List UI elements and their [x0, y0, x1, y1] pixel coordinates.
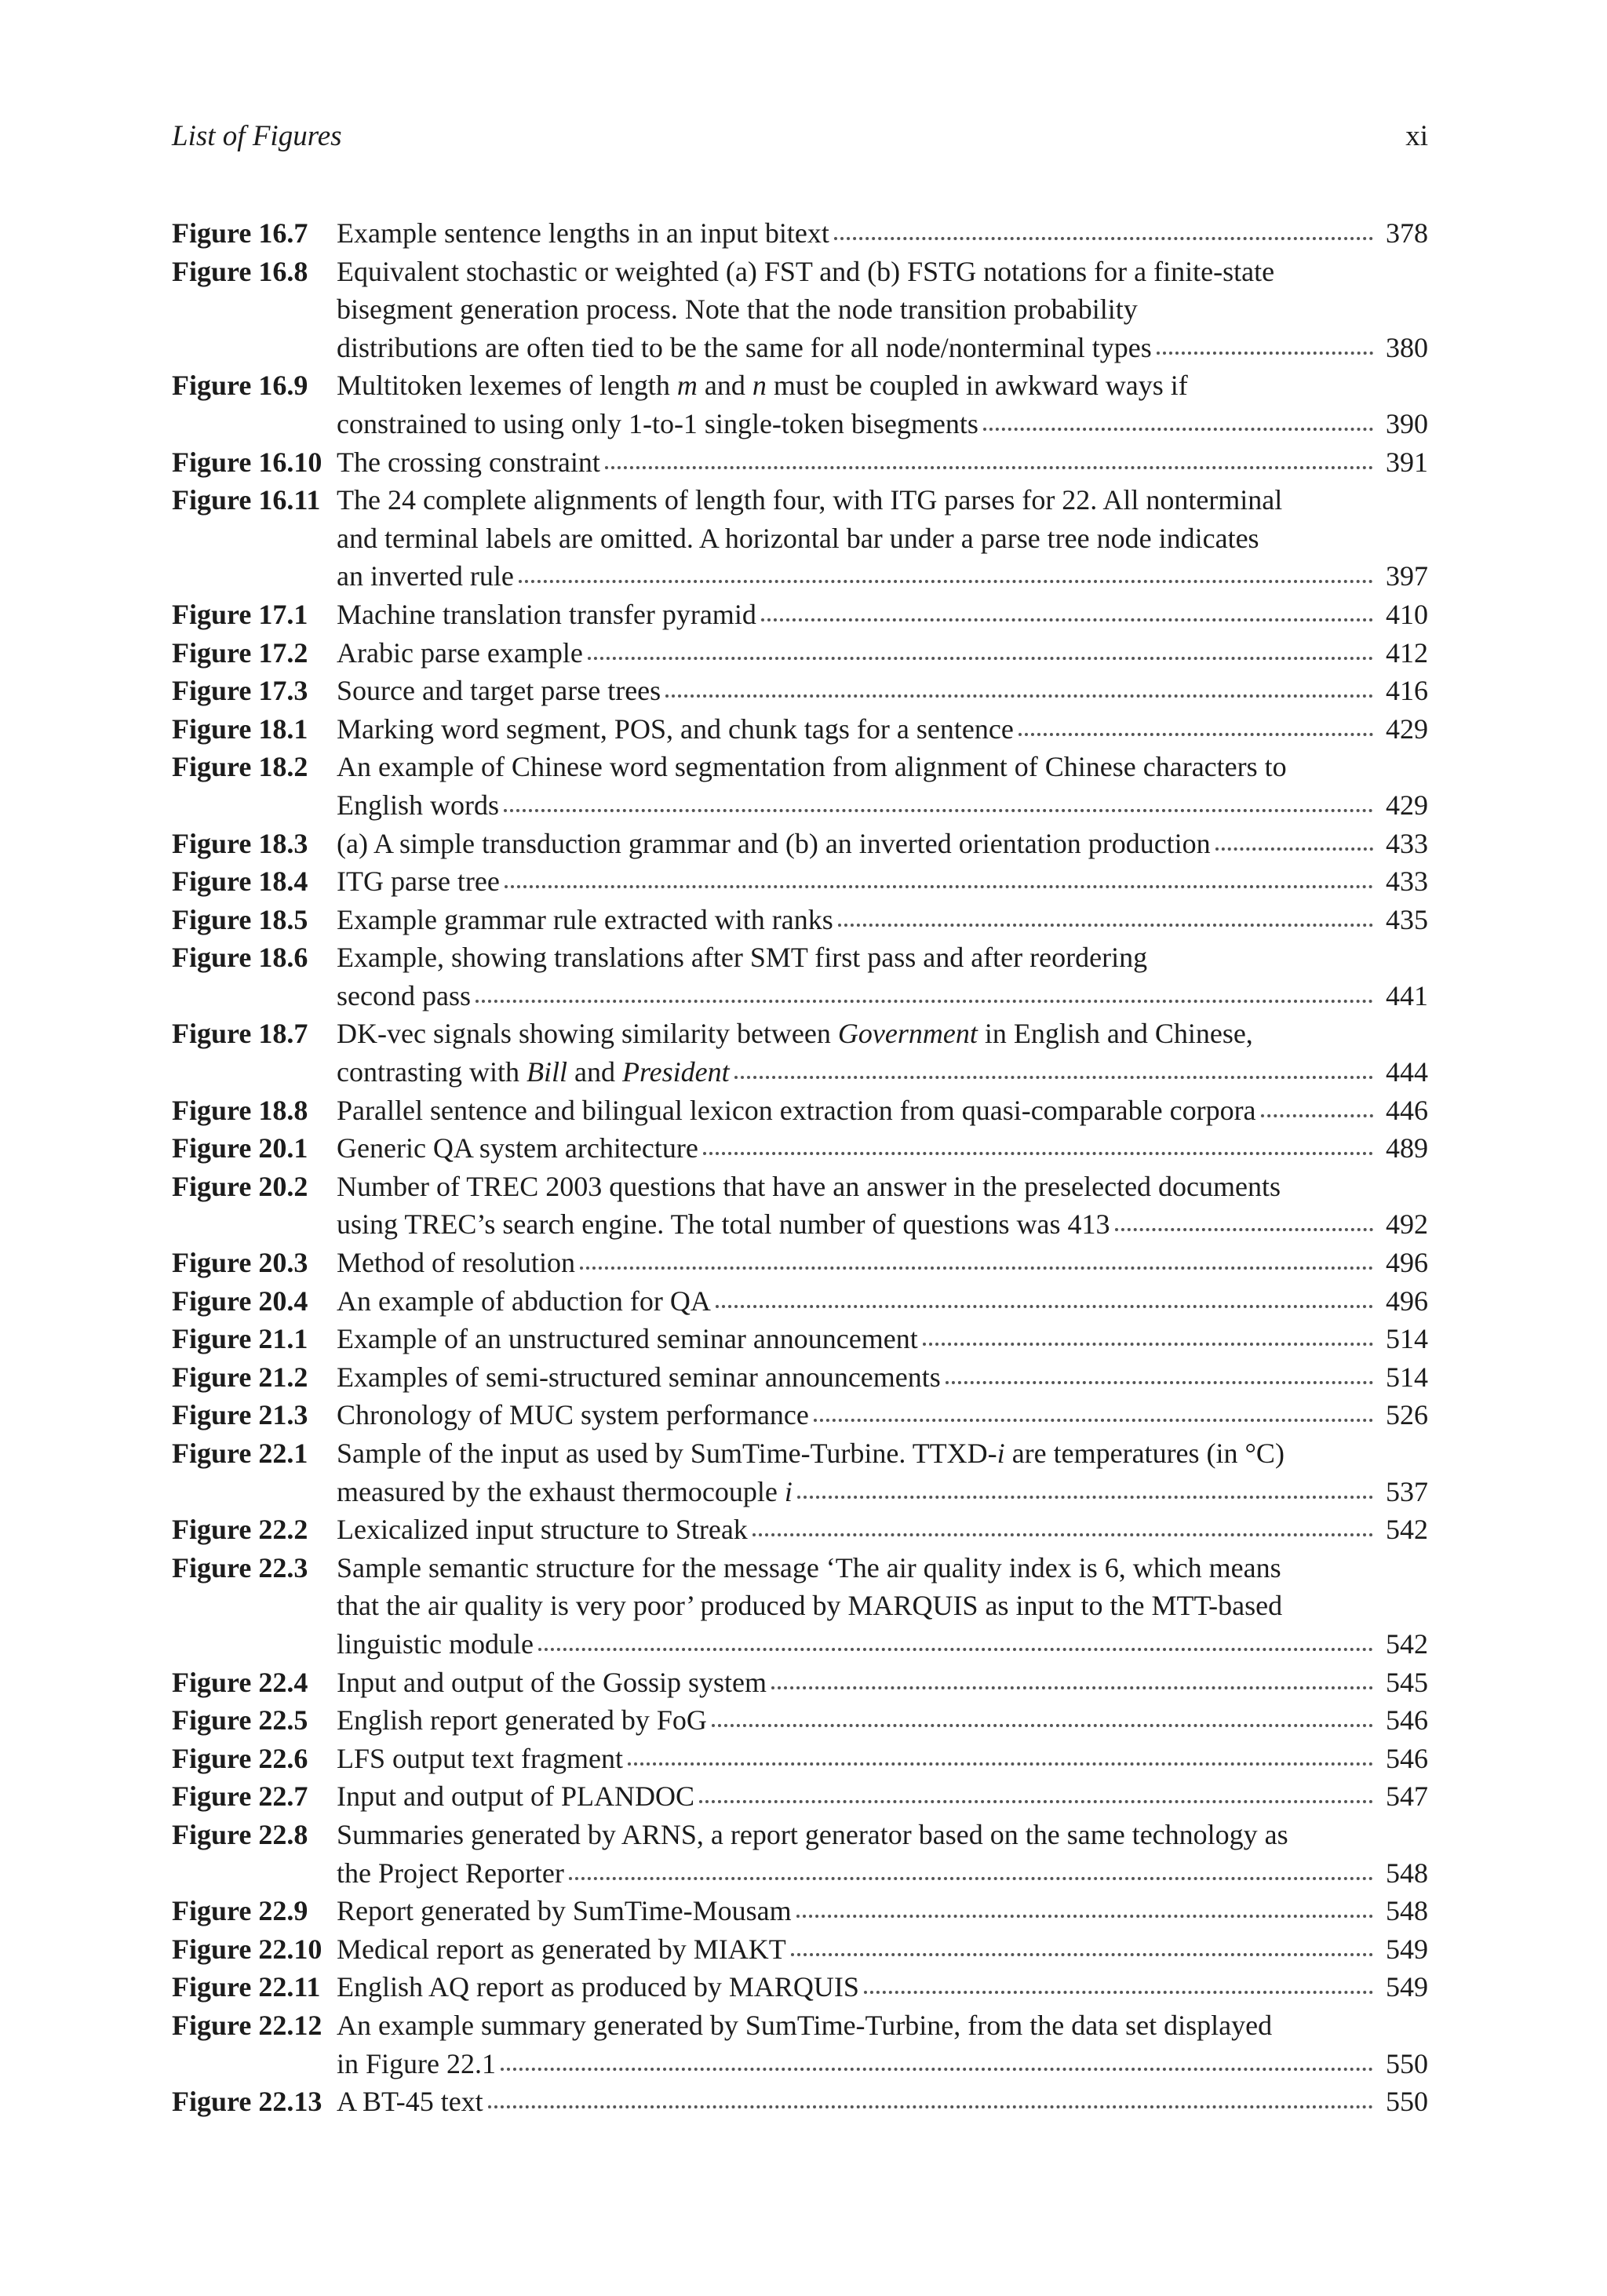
caption-line: Example of an unstructured seminar announcement — [337, 1323, 918, 1355]
dot-leader — [1261, 1114, 1373, 1117]
caption-line: Marking word segment, POS, and chunk tags for a sentence — [337, 712, 1014, 745]
dot-leader — [1018, 733, 1373, 736]
page-reference: 397 — [1386, 560, 1428, 592]
caption-line: Generic QA system architecture — [337, 1132, 698, 1164]
page-reference: 542 — [1386, 1514, 1428, 1546]
figure-caption — [337, 1892, 1428, 1930]
page-reference: 542 — [1386, 1627, 1428, 1660]
figure-caption — [337, 481, 1428, 596]
dot-leader — [797, 1496, 1373, 1499]
dot-leader — [1215, 847, 1373, 851]
caption-last-line — [337, 1664, 1428, 1702]
page-reference: 441 — [1386, 979, 1428, 1011]
page-reference: 489 — [1386, 1132, 1428, 1164]
figure-caption — [337, 1740, 1428, 1778]
figure-caption — [337, 1777, 1428, 1816]
figure-entry — [172, 443, 1428, 482]
page-reference: 446 — [1386, 1094, 1428, 1126]
figure-entry — [172, 1549, 1428, 1664]
dot-leader — [580, 1266, 1373, 1270]
figure-caption — [337, 443, 1428, 482]
page-reference: 496 — [1386, 1247, 1428, 1279]
caption-line: linguistic module — [337, 1627, 534, 1660]
figure-number: Figure 18.7 — [172, 1018, 308, 1050]
figure-caption — [337, 2006, 1428, 2083]
figure-entry — [172, 1129, 1428, 1168]
page-reference: 550 — [1386, 2086, 1428, 2118]
figure-caption — [337, 825, 1428, 863]
figure-caption — [337, 1434, 1428, 1511]
figure-caption — [337, 1320, 1428, 1358]
page-reference: 550 — [1386, 2047, 1428, 2079]
caption-last-line — [337, 672, 1428, 710]
dot-leader — [476, 1000, 1373, 1003]
page-reference: 433 — [1386, 866, 1428, 898]
dot-leader — [488, 2105, 1373, 2108]
page-reference: 412 — [1386, 636, 1428, 669]
caption-line: Medical report as generated by MIAKT — [337, 1933, 786, 1965]
page-reference: 548 — [1386, 1857, 1428, 1889]
page-reference: 545 — [1386, 1666, 1428, 1698]
figure-caption — [337, 1129, 1428, 1168]
dot-leader — [699, 1800, 1373, 1803]
figure-number: Figure 18.8 — [172, 1094, 308, 1126]
figure-number: Figure 22.8 — [172, 1818, 308, 1850]
caption-line: Examples of semi-structured seminar announcements — [337, 1361, 941, 1393]
dot-leader — [834, 237, 1373, 240]
figure-number: Figure 18.3 — [172, 827, 308, 859]
figure-number: Figure 17.1 — [172, 598, 308, 630]
figure-entry — [172, 901, 1428, 939]
dot-leader — [605, 466, 1373, 469]
figure-number: Figure 22.10 — [172, 1933, 322, 1965]
figure-number: Figure 18.4 — [172, 866, 308, 898]
caption-last-line — [337, 1930, 1428, 1969]
figure-number: Figure 16.9 — [172, 370, 308, 402]
page-reference: 548 — [1386, 1895, 1428, 1927]
figure-caption — [337, 1701, 1428, 1740]
caption-last-line — [337, 710, 1428, 749]
caption-last-line — [337, 1854, 1428, 1893]
page-reference: 380 — [1386, 331, 1428, 363]
page-reference: 391 — [1386, 446, 1428, 478]
caption-line: LFS output text fragment — [337, 1742, 623, 1774]
page-reference: 549 — [1386, 1971, 1428, 2003]
caption-line: Machine translation transfer pyramid — [337, 598, 756, 630]
dot-leader — [505, 885, 1373, 888]
dot-leader — [771, 1686, 1373, 1689]
figure-number: Figure 18.6 — [172, 942, 308, 974]
caption-line: contrasting with Bill and President — [337, 1056, 730, 1088]
running-head — [172, 119, 1428, 159]
figure-caption — [337, 862, 1428, 901]
dot-leader — [569, 1877, 1373, 1880]
figure-number: Figure 16.11 — [172, 484, 321, 516]
caption-last-line — [337, 825, 1428, 863]
dot-leader — [712, 1724, 1373, 1727]
caption-last-line — [337, 1473, 1428, 1511]
figure-caption — [337, 1244, 1428, 1282]
list-of-figures — [172, 214, 1428, 2121]
caption-line: Method of resolution — [337, 1247, 575, 1279]
caption-line: An example summary generated by SumTime-Turbine, from the data set displayed — [337, 2009, 1273, 2041]
figure-entry — [172, 1968, 1428, 2006]
page-reference: 549 — [1386, 1933, 1428, 1965]
caption-line: Example grammar rule extracted with ranks — [337, 903, 833, 935]
figure-entry — [172, 1244, 1428, 1282]
figure-number: Figure 22.5 — [172, 1704, 308, 1737]
dot-leader — [504, 809, 1373, 812]
dot-leader — [796, 1915, 1373, 1918]
figure-entry — [172, 862, 1428, 901]
figure-number: Figure 21.1 — [172, 1323, 308, 1355]
caption-line: Number of TREC 2003 questions that have an answer in the preselected documents — [337, 1170, 1281, 1202]
caption-line: Source and target parse trees — [337, 675, 661, 707]
dot-leader — [923, 1343, 1373, 1346]
caption-line: in Figure 22.1 — [337, 2047, 496, 2079]
figure-entry — [172, 1740, 1428, 1778]
caption-line: second pass — [337, 979, 471, 1011]
dot-leader — [791, 1953, 1373, 1956]
caption-line: Parallel sentence and bilingual lexicon extraction from quasi-comparable corpora — [337, 1094, 1256, 1126]
caption-line: the Project Reporter — [337, 1857, 564, 1889]
caption-last-line — [337, 862, 1428, 901]
figure-caption — [337, 596, 1428, 634]
figure-entry — [172, 710, 1428, 749]
figure-number: Figure 18.2 — [172, 751, 308, 783]
caption-last-line — [337, 1282, 1428, 1321]
figure-number: Figure 22.4 — [172, 1666, 308, 1698]
caption-last-line — [337, 2083, 1428, 2121]
caption-last-line — [337, 1396, 1428, 1434]
caption-line: Equivalent stochastic or weighted (a) FST and (b) FSTG notations for a finite-state — [337, 255, 1275, 287]
figure-number: Figure 20.1 — [172, 1132, 308, 1164]
caption-last-line — [337, 1625, 1428, 1664]
caption-line: Chronology of MUC system performance — [337, 1399, 809, 1431]
figure-caption — [337, 214, 1428, 253]
dot-leader — [864, 1991, 1373, 1994]
figure-caption — [337, 710, 1428, 749]
figure-entry — [172, 2006, 1428, 2083]
figure-caption — [337, 1511, 1428, 1549]
figure-number: Figure 17.2 — [172, 636, 308, 669]
caption-last-line — [337, 405, 1428, 443]
figure-caption — [337, 901, 1428, 939]
figure-number: Figure 20.3 — [172, 1247, 308, 1279]
page-reference: 514 — [1386, 1323, 1428, 1355]
page-reference: 390 — [1386, 407, 1428, 439]
figure-entry — [172, 481, 1428, 596]
caption-last-line — [337, 977, 1428, 1015]
dot-leader — [628, 1762, 1373, 1766]
caption-line: Multitoken lexemes of length m and n must be coupled in awkward ways if — [337, 370, 1188, 402]
page-reference: 435 — [1386, 903, 1428, 935]
caption-last-line — [337, 1511, 1428, 1549]
figure-entry — [172, 1892, 1428, 1930]
dot-leader — [703, 1152, 1373, 1155]
figure-entry — [172, 1168, 1428, 1244]
figure-number: Figure 16.10 — [172, 446, 322, 478]
caption-last-line — [337, 1892, 1428, 1930]
caption-line: English report generated by FoG — [337, 1704, 707, 1737]
dot-leader — [734, 1076, 1373, 1079]
caption-line: that the air quality is very poor’ produced by MARQUIS as input to the MTT-based — [337, 1590, 1283, 1622]
figure-caption — [337, 2083, 1428, 2121]
figure-entry — [172, 1282, 1428, 1321]
caption-last-line — [337, 634, 1428, 672]
figure-caption — [337, 1282, 1428, 1321]
figure-caption — [337, 1549, 1428, 1664]
page-reference: 429 — [1386, 712, 1428, 745]
figure-caption — [337, 1816, 1428, 1892]
page-reference: 429 — [1386, 789, 1428, 821]
caption-last-line — [337, 1244, 1428, 1282]
figure-entry — [172, 825, 1428, 863]
caption-last-line — [337, 2045, 1428, 2083]
figure-entry — [172, 1434, 1428, 1511]
caption-line: A BT-45 text — [337, 2086, 483, 2118]
figure-entry — [172, 1511, 1428, 1549]
figure-entry — [172, 1092, 1428, 1130]
caption-line: and terminal labels are omitted. A horizontal bar under a parse tree node indicates — [337, 522, 1259, 554]
dot-leader — [814, 1419, 1373, 1422]
dot-leader — [1115, 1228, 1373, 1231]
page-reference: 514 — [1386, 1361, 1428, 1393]
dot-leader — [983, 428, 1373, 431]
figure-caption — [337, 1664, 1428, 1702]
dot-leader — [519, 580, 1373, 583]
caption-last-line — [337, 1053, 1428, 1092]
caption-line: ITG parse tree — [337, 866, 500, 898]
figure-entry — [172, 938, 1428, 1015]
figure-number: Figure 16.8 — [172, 255, 308, 287]
caption-last-line — [337, 1129, 1428, 1168]
dot-leader — [752, 1533, 1373, 1536]
caption-line: bisegment generation process. Note that the node transition probability — [337, 293, 1138, 326]
figure-entry — [172, 253, 1428, 367]
figure-number: Figure 22.13 — [172, 2086, 322, 2118]
caption-line: The 24 complete alignments of length four, with ITG parses for 22. All nonterminal — [337, 484, 1283, 516]
figure-number: Figure 20.2 — [172, 1170, 308, 1202]
caption-line: Example sentence lengths in an input bitext — [337, 217, 829, 249]
caption-last-line — [337, 557, 1428, 596]
caption-line: Input and output of PLANDOC — [337, 1780, 694, 1813]
caption-last-line — [337, 901, 1428, 939]
figure-number: Figure 22.1 — [172, 1438, 308, 1469]
caption-last-line — [337, 329, 1428, 367]
dot-leader — [588, 657, 1373, 660]
caption-last-line — [337, 1205, 1428, 1244]
caption-last-line — [337, 1320, 1428, 1358]
caption-line: Example, showing translations after SMT first pass and after reordering — [337, 942, 1148, 974]
page-reference: 546 — [1386, 1704, 1428, 1737]
figure-number: Figure 22.3 — [172, 1551, 308, 1584]
figure-entry — [172, 1015, 1428, 1091]
dot-leader — [716, 1305, 1373, 1308]
dot-leader — [538, 1648, 1373, 1651]
page-reference: 547 — [1386, 1780, 1428, 1813]
figure-number: Figure 16.7 — [172, 217, 308, 249]
page-reference: 433 — [1386, 827, 1428, 859]
figure-caption — [337, 1015, 1428, 1091]
caption-line: Input and output of the Gossip system — [337, 1666, 767, 1698]
caption-last-line — [337, 443, 1428, 482]
figure-caption — [337, 366, 1428, 443]
caption-line: Report generated by SumTime-Mousam — [337, 1895, 792, 1927]
figure-number: Figure 22.12 — [172, 2009, 322, 2041]
caption-last-line — [337, 1092, 1428, 1130]
figure-caption — [337, 1168, 1428, 1244]
caption-line: An example of Chinese word segmentation from alignment of Chinese characters to — [337, 751, 1287, 783]
caption-line: constrained to using only 1-to-1 single-token bisegments — [337, 407, 978, 439]
page-reference: 444 — [1386, 1056, 1428, 1088]
page-reference: 378 — [1386, 217, 1428, 249]
page-reference: 492 — [1386, 1208, 1428, 1241]
figure-caption — [337, 634, 1428, 672]
figure-caption — [337, 1968, 1428, 2006]
caption-line: English AQ report as produced by MARQUIS — [337, 1971, 859, 2003]
caption-line: The crossing constraint — [337, 446, 600, 478]
figure-entry — [172, 1320, 1428, 1358]
figure-entry — [172, 2083, 1428, 2121]
figure-number: Figure 21.2 — [172, 1361, 308, 1393]
caption-line: Sample of the input as used by SumTime-Turbine. TTXD-i are temperatures (in °C) — [337, 1438, 1285, 1469]
figure-entry — [172, 366, 1428, 443]
figure-caption — [337, 1930, 1428, 1969]
figure-entry — [172, 634, 1428, 672]
figure-caption — [337, 1092, 1428, 1130]
figure-entry — [172, 748, 1428, 824]
caption-line: Sample semantic structure for the message ‘The air quality index is 6, which means — [337, 1551, 1281, 1584]
figure-number: Figure 18.5 — [172, 903, 308, 935]
figure-entry — [172, 672, 1428, 710]
caption-last-line — [337, 1358, 1428, 1397]
page-reference: 537 — [1386, 1475, 1428, 1507]
figure-entry — [172, 596, 1428, 634]
page-number: xi — [1405, 120, 1428, 152]
figure-entry — [172, 1664, 1428, 1702]
figure-entry — [172, 214, 1428, 253]
figure-number: Figure 22.9 — [172, 1895, 308, 1927]
figure-entry — [172, 1358, 1428, 1397]
figure-entry — [172, 1701, 1428, 1740]
running-title: List of Figures — [172, 120, 342, 152]
caption-line: Arabic parse example — [337, 636, 583, 669]
figure-number: Figure 22.11 — [172, 1971, 321, 2003]
caption-line: Lexicalized input structure to Streak — [337, 1514, 748, 1546]
dot-leader — [1157, 352, 1373, 355]
figure-caption — [337, 1358, 1428, 1397]
caption-last-line — [337, 1777, 1428, 1816]
caption-line: measured by the exhaust thermocouple i — [337, 1475, 793, 1507]
caption-last-line — [337, 596, 1428, 634]
figure-caption — [337, 253, 1428, 367]
caption-last-line — [337, 1740, 1428, 1778]
caption-line: An example of abduction for QA — [337, 1285, 711, 1317]
figure-number: Figure 20.4 — [172, 1285, 308, 1317]
figure-entry — [172, 1930, 1428, 1969]
page-reference: 416 — [1386, 675, 1428, 707]
figure-caption — [337, 748, 1428, 824]
figure-number: Figure 22.6 — [172, 1742, 308, 1774]
dot-leader — [838, 924, 1373, 927]
page-reference: 410 — [1386, 598, 1428, 630]
page-reference: 546 — [1386, 1742, 1428, 1774]
caption-line: Summaries generated by ARNS, a report generator based on the same technology as — [337, 1818, 1288, 1850]
figure-number: Figure 18.1 — [172, 712, 308, 745]
figure-caption — [337, 672, 1428, 710]
page-reference: 526 — [1386, 1399, 1428, 1431]
figure-entry — [172, 1816, 1428, 1892]
dot-leader — [761, 618, 1373, 621]
caption-line: (a) A simple transduction grammar and (b) an inverted orientation production — [337, 827, 1211, 859]
caption-last-line — [337, 1701, 1428, 1740]
caption-last-line — [337, 786, 1428, 825]
dot-leader — [665, 694, 1373, 698]
caption-last-line — [337, 214, 1428, 253]
figure-number: Figure 22.7 — [172, 1780, 308, 1813]
figure-number: Figure 22.2 — [172, 1514, 308, 1546]
dot-leader — [501, 2068, 1373, 2071]
figure-entry — [172, 1396, 1428, 1434]
figure-number: Figure 17.3 — [172, 675, 308, 707]
dot-leader — [946, 1381, 1373, 1384]
caption-line: English words — [337, 789, 499, 821]
figure-caption — [337, 938, 1428, 1015]
caption-last-line — [337, 1968, 1428, 2006]
figure-caption — [337, 1396, 1428, 1434]
figure-number: Figure 21.3 — [172, 1399, 308, 1431]
page-reference: 496 — [1386, 1285, 1428, 1317]
caption-line: DK-vec signals showing similarity between Government in English and Chinese, — [337, 1018, 1253, 1050]
caption-line: an inverted rule — [337, 560, 514, 592]
figure-entry — [172, 1777, 1428, 1816]
caption-line: distributions are often tied to be the same for all node/nonterminal types — [337, 331, 1152, 363]
caption-line: using TREC’s search engine. The total number of questions was 413 — [337, 1208, 1110, 1241]
